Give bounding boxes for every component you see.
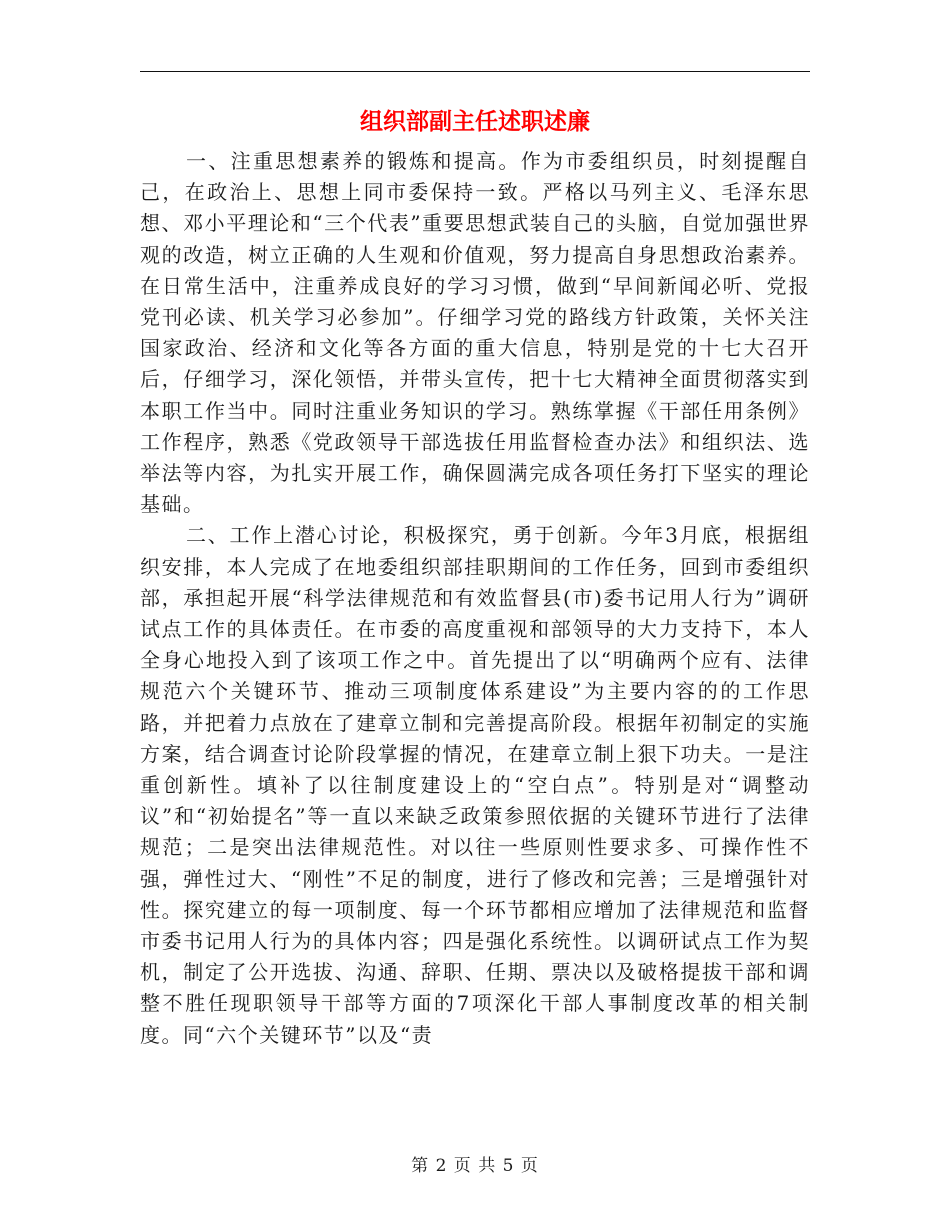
page-footer [0,1154,950,1178]
paragraph-1: 一、注重思想素养的锻炼和提高。作为市委组织员，时刻提醒自己，在政治上、思想上同市委保持一致。严格以马列主义、毛泽东思想、邓小平理论和“三个代表”重要思想武装自己的头脑，自觉加强世界观的改造，树立正确的人生观和价值观，努力提高自身思想政治素养。在日常生活中，注重养成良好的学习习惯，做到“早间新闻必听、党报党刊必读、机关学习必参加”。仔细学习党的路线方针政策，关怀关注国家政治、经济和文化等各方面的重大信息，特别是党的十七大召开后，仔细学习，深化领悟，并带头宣传，把十七大精神全面贯彻落实到本职工作当中。同时注重业务知识的学习。熟练掌握《干部任用条例》工作程序，熟悉《党政领导干部选拔任用监督检查办法》和组织法、选举法等内容，为扎实开展工作，确保圆满完成各项任务打下坚实的理论基础。 [140,149,810,517]
header-rule [140,71,810,72]
paragraph-2: 二、工作上潜心讨论，积极探究，勇于创新。今年3月底，根据组织安排，本人完成了在地委组织部挂职期间的工作任务，回到市委组织部，承担起开展“科学法律规范和有效监督县(市)委书记用人行为”调研试点工作的具体责任。在市委的高度重视和部领导的大力支持下，本人全身心地投入到了该项工作之中。首先提出了以“明确两个应有、法律规范六个关键环节、推动三项制度体系建设”为主要内容的的工作思路，并把着力点放在了建章立制和完善提高阶段。根据年初制定的实施方案，结合调查讨论阶段掌握的情况，在建章立制上狠下功夫。一是注重创新性。填补了以往制度建设上的“空白点”。特别是对“调整动议”和“初始提名”等一直以来缺乏政策参照依据的关键环节进行了法律规范；二是突出法律规范性。对以往一些原则性要求多、可操作性不强，弹性过大、“刚性”不足的制度，进行了修改和完善；三是增强针对性。探究建立的每一项制度、每一个环节都相应增加了法律规范和监督市委书记用人行为的具体内容；四是强化系统性。以调研试点工作为契机，制定了公开选拔、沟通、辞职、任期、票决以及破格提拔干部和调整不胜任现职领导干部等方面的7项深化干部人事制度改革的相关制度。同“六个关键环节”以及“责 [140,523,810,1047]
document-title: 组织部副主任述职述廉 [360,109,590,135]
document-body [140,146,810,1051]
page-number-label: 第 2 页 共 5 页 [411,1156,539,1176]
